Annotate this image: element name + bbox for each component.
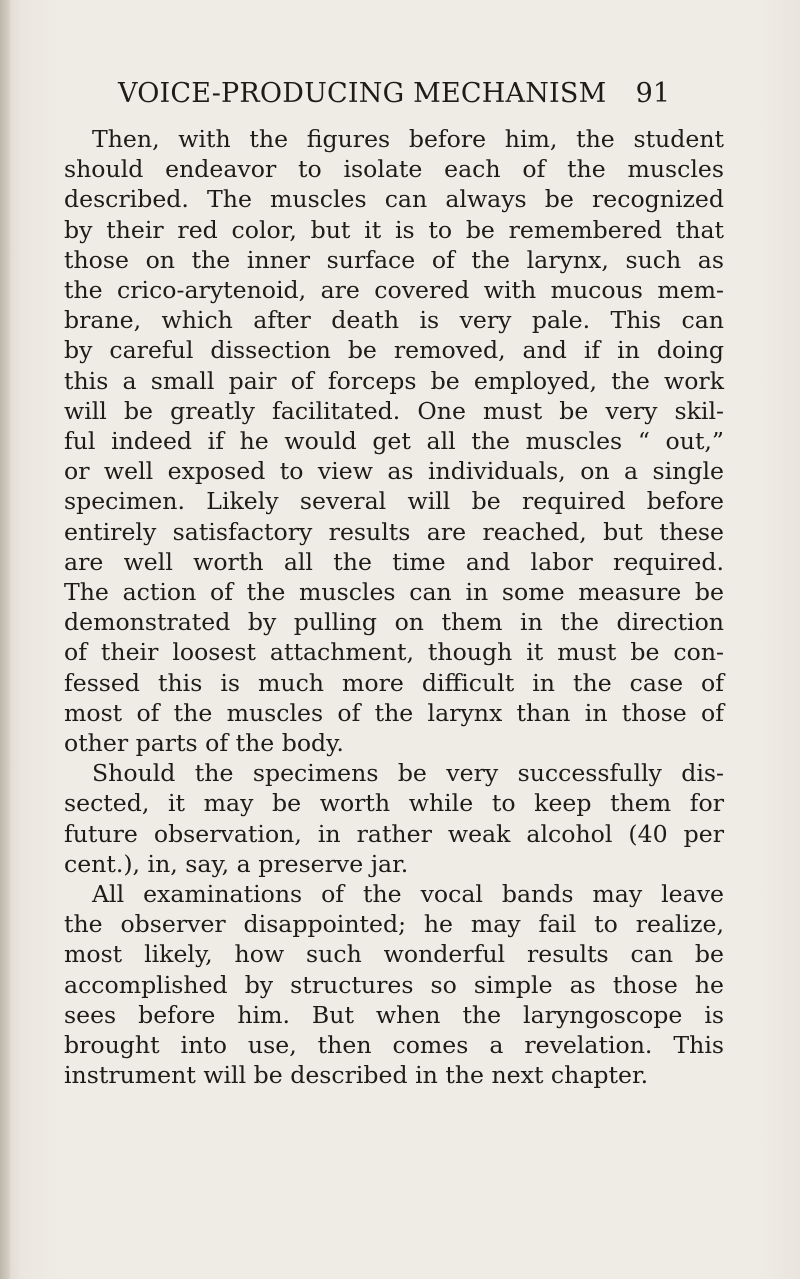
text-line: accomplished by structures so simple as those he	[64, 970, 724, 999]
text-line: sees before him. But when the laryngoscope is	[64, 1000, 724, 1029]
text-line: sected, it may be worth while to keep them for	[64, 789, 724, 818]
body-text	[64, 124, 724, 1091]
running-title: VOICE-PRODUCING MECHANISM	[118, 78, 607, 109]
text-line: All examinations of the vocal bands may leave	[92, 880, 724, 909]
text-line: other parts of the body.	[64, 729, 344, 758]
running-head	[118, 78, 670, 118]
text-line: by careful dissection be removed, and if in doing	[64, 336, 724, 365]
text-line: The action of the muscles can in some measure be	[64, 578, 724, 607]
text-line: should endeavor to isolate each of the muscles	[64, 155, 724, 184]
text-line: future observation, in rather weak alcohol (40 per	[64, 819, 724, 848]
text-line: brane, which after death is very pale. This can	[64, 306, 724, 335]
text-line: cent.), in, say, a preserve jar.	[64, 849, 409, 878]
page-gutter	[0, 0, 10, 1279]
text-line: those on the inner surface of the larynx, such as	[64, 245, 724, 274]
text-line: most likely, how such wonderful results can be	[64, 940, 724, 969]
text-line: ful indeed if he would get all the muscles “ out,”	[64, 427, 724, 456]
text-line: or well exposed to view as individuals, on a single	[64, 457, 724, 486]
text-line: will be greatly facilitated. One must be very skil-	[64, 396, 724, 425]
text-line: specimen. Likely several will be required before	[64, 487, 724, 516]
text-line: by their red color, but it is to be remembered that	[64, 215, 724, 244]
text-line: described. The muscles can always be recognized	[64, 185, 724, 214]
text-line: fessed this is much more difficult in the case of	[64, 668, 724, 697]
text-line: are well worth all the time and labor required.	[64, 547, 724, 576]
text-line: of their loosest attachment, though it must be con-	[64, 638, 724, 667]
text-line: the observer disappointed; he may fail to realize,	[64, 910, 724, 939]
text-line: Should the specimens be very successfully dis-	[92, 759, 724, 788]
text-line: instrument will be described in the next chapter.	[64, 1061, 649, 1090]
text-line: most of the muscles of the larynx than in those of	[64, 698, 724, 727]
text-line: entirely satisfactory results are reached, but these	[64, 517, 724, 546]
text-line: this a small pair of forceps be employed, the work	[64, 366, 724, 395]
text-line: demonstrated by pulling on them in the direction	[64, 608, 724, 637]
page-number: 91	[635, 78, 670, 109]
text-line: the crico-arytenoid, are covered with mucous mem-	[64, 276, 724, 305]
text-line: Then, with the figures before him, the student	[92, 125, 724, 153]
text-line: brought into use, then comes a revelation. This	[64, 1031, 724, 1060]
